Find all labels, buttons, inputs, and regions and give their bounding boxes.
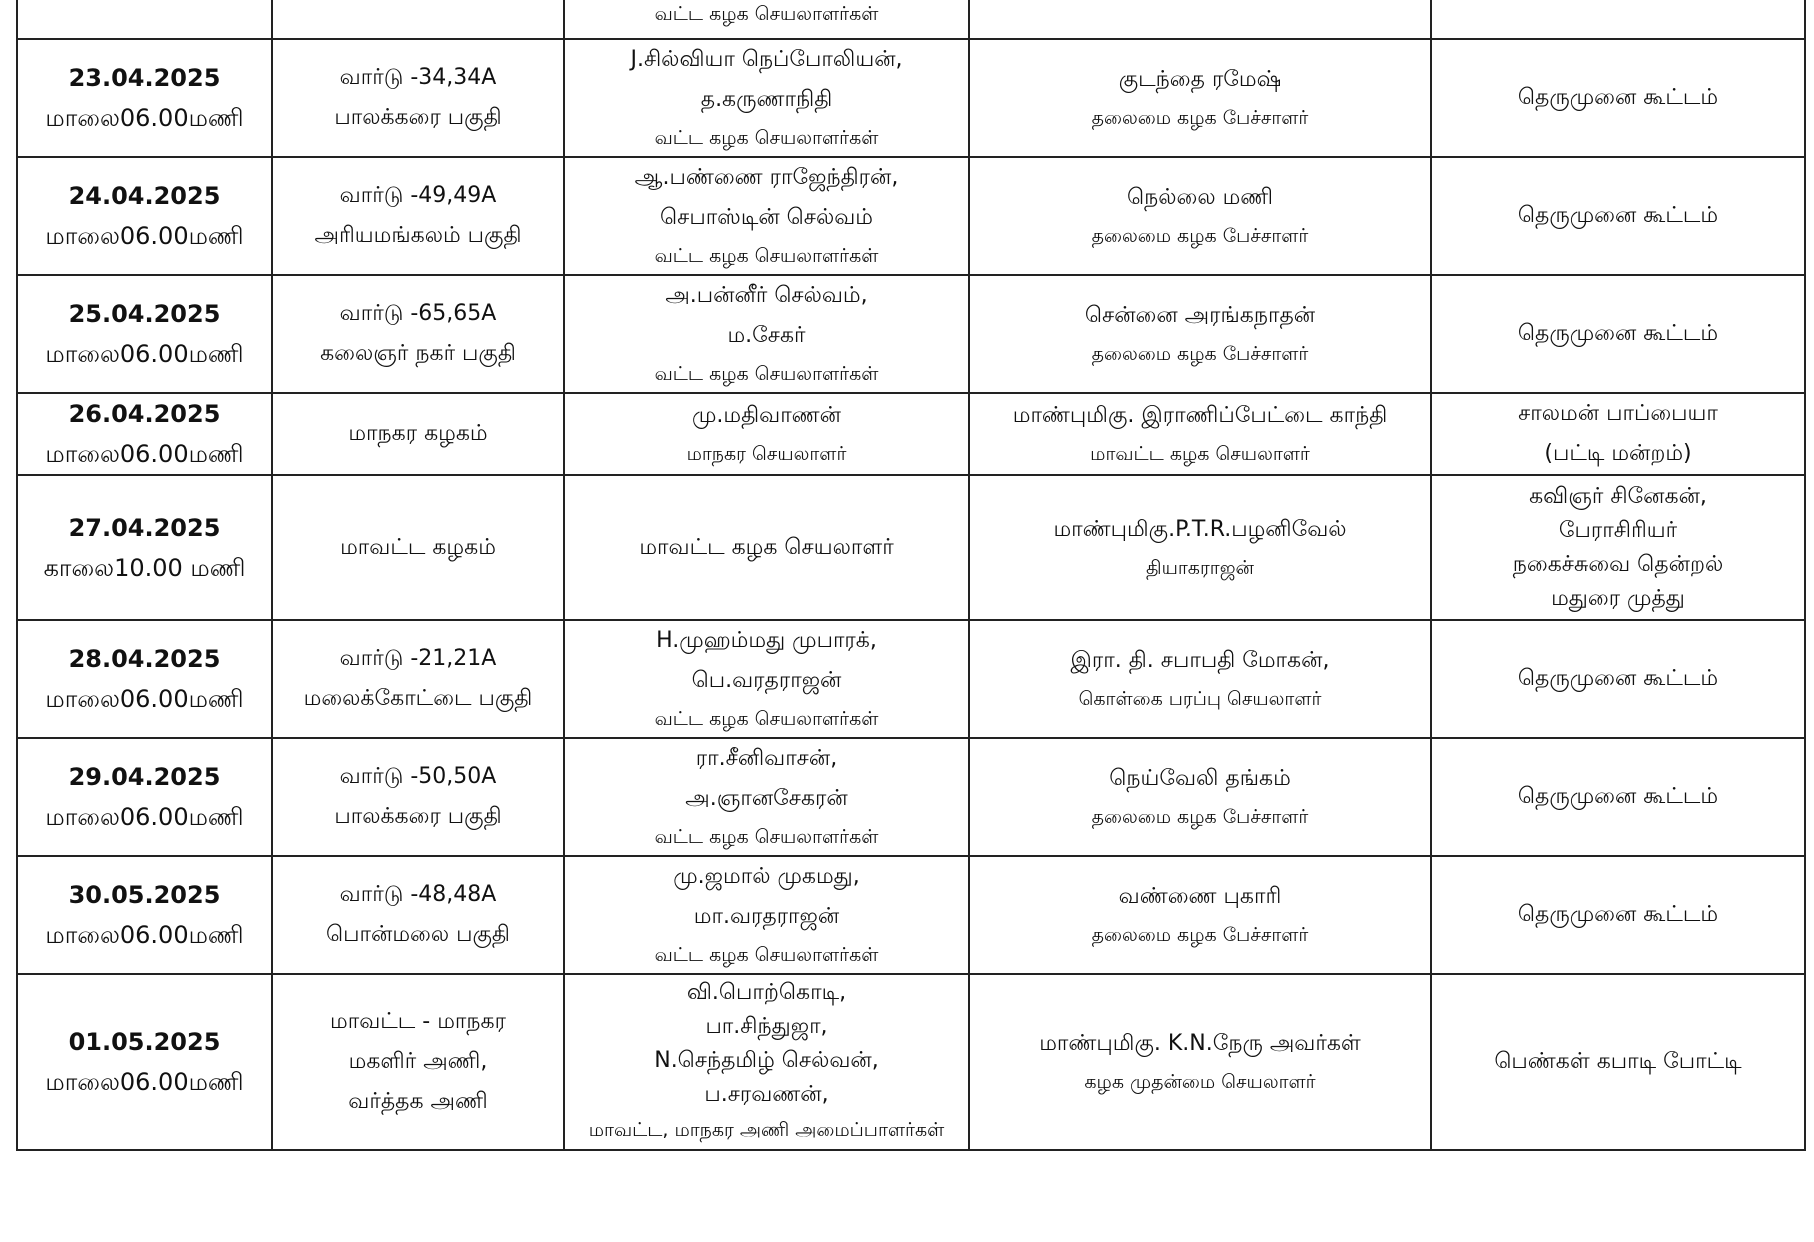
area-cell (272, 974, 564, 1150)
organizers-line: H.முஹம்மது முபாரக், (656, 628, 877, 653)
speaker-line: நெய்வேலி தங்கம் (1109, 766, 1291, 791)
event-line: சாலமன் பாப்பையா (1518, 401, 1718, 426)
area-line: வார்டு -50,50A (339, 764, 497, 789)
event-line: தெருமுனை கூட்டம் (1517, 85, 1719, 110)
event-date: 29.04.2025 (68, 763, 221, 791)
organizers-line: வட்ட கழக செயலாளர்கள் (654, 3, 879, 25)
area-line: மலைக்கோட்டை பகுதி (303, 686, 533, 711)
area-line: பொன்மலை பகுதி (326, 922, 510, 947)
area-line: வார்டு -21,21A (339, 646, 497, 671)
table-row (17, 39, 1805, 157)
organizers-line: மா.வரதராஜன் (693, 904, 840, 929)
speaker-cell (969, 738, 1431, 856)
speaker-cell (969, 157, 1431, 275)
organizers-line: N.செந்தமிழ் செல்வன், (654, 1048, 879, 1073)
event-time: மாலை06.00மணி (45, 222, 244, 250)
organizers-line: பெ.வரதராஜன் (691, 668, 842, 693)
event-cell (1431, 39, 1805, 157)
event-time: மாலை06.00மணி (45, 803, 244, 831)
area-cell (272, 475, 564, 620)
area-line: வார்டு -65,65A (339, 301, 497, 326)
event-date: 24.04.2025 (68, 182, 221, 210)
area-cell (272, 620, 564, 738)
area-line: வார்டு -48,48A (339, 882, 497, 907)
area-cell (272, 39, 564, 157)
organizers-line: மாவட்ட கழக செயலாளர் (639, 534, 894, 560)
area-cell (272, 157, 564, 275)
organizers-line: வி.பொற்கொடி, (686, 980, 847, 1005)
area-line: வர்த்தக அணி (348, 1089, 488, 1114)
area-line: பாலக்கரை பகுதி (334, 105, 502, 130)
event-line: நகைச்சுவை தென்றல் (1512, 551, 1724, 577)
table-row (17, 0, 1805, 39)
organizers-cell (564, 0, 969, 39)
event-cell (1431, 157, 1805, 275)
speaker-cell (969, 856, 1431, 974)
speaker-line: தலைமை கழக பேச்சாளர் (1091, 225, 1309, 247)
organizers-line: வட்ட கழக செயலாளர்கள் (654, 708, 879, 730)
date-cell (17, 157, 272, 275)
organizers-cell (564, 275, 969, 393)
organizers-line: த.கருணாநிதி (700, 87, 833, 112)
speaker-line: தலைமை கழக பேச்சாளர் (1091, 924, 1309, 946)
organizers-line: வட்ட கழக செயலாளர்கள் (654, 944, 879, 966)
organizers-line: வட்ட கழக செயலாளர்கள் (654, 245, 879, 267)
organizers-line: அ.ஞானசேகரன் (685, 786, 848, 811)
event-time: மாலை06.00மணி (45, 104, 244, 132)
schedule-body (17, 0, 1805, 1150)
date-cell (17, 620, 272, 738)
speaker-line: தியாகராஜன் (1146, 556, 1254, 579)
area-cell (272, 275, 564, 393)
event-cell (1431, 620, 1805, 738)
event-line: தெருமுனை கூட்டம் (1517, 666, 1719, 691)
event-time: மாலை06.00மணி (45, 340, 244, 368)
organizers-line: ப.சரவணன், (704, 1082, 829, 1107)
speaker-line: மாண்புமிகு. இராணிப்பேட்டை காந்தி (1012, 403, 1388, 428)
speaker-cell (969, 475, 1431, 620)
organizers-line: வட்ட கழக செயலாளர்கள் (654, 127, 879, 149)
speaker-cell (969, 974, 1431, 1150)
organizers-line: ரா.சீனிவாசன், (695, 746, 838, 771)
speaker-line: மாண்புமிகு.P.T.R.பழனிவேல் (1053, 516, 1347, 542)
event-line: தெருமுனை கூட்டம் (1517, 203, 1719, 228)
area-cell (272, 738, 564, 856)
organizers-line: செபாஸ்டின் செல்வம் (660, 205, 873, 230)
organizers-cell (564, 974, 969, 1150)
organizers-cell (564, 856, 969, 974)
event-line: பெண்கள் கபாடி போட்டி (1494, 1049, 1742, 1074)
date-cell (17, 39, 272, 157)
organizers-line: வட்ட கழக செயலாளர்கள் (654, 363, 879, 385)
speaker-line: குடந்தை ரமேஷ் (1118, 67, 1282, 92)
speaker-cell (969, 39, 1431, 157)
area-line: மகளிர் அணி, (348, 1049, 488, 1074)
organizers-line: மு.ஜமால் முகமது, (673, 864, 860, 889)
event-date: 01.05.2025 (68, 1028, 221, 1056)
speaker-cell (969, 620, 1431, 738)
event-time: மாலை06.00மணி (45, 440, 244, 468)
speaker-cell (969, 275, 1431, 393)
date-cell (17, 738, 272, 856)
event-time: மாலை06.00மணி (45, 685, 244, 713)
event-date: 25.04.2025 (68, 300, 221, 328)
event-cell (1431, 393, 1805, 475)
organizers-line: ஆ.பண்ணை ராஜேந்திரன், (634, 165, 899, 190)
table-row (17, 475, 1805, 620)
organizers-cell (564, 738, 969, 856)
area-line: மாவட்ட கழகம் (340, 534, 496, 560)
area-cell (272, 0, 564, 39)
event-line: மதுரை முத்து (1551, 585, 1685, 611)
organizers-cell (564, 39, 969, 157)
date-cell (17, 275, 272, 393)
table-row (17, 738, 1805, 856)
speaker-line: நெல்லை மணி (1127, 185, 1273, 210)
event-date: 23.04.2025 (68, 64, 221, 92)
area-line: வார்டு -34,34A (339, 65, 497, 90)
area-line: கலைஞர் நகர் பகுதி (320, 341, 516, 366)
speaker-line: தலைமை கழக பேச்சாளர் (1091, 107, 1309, 129)
event-cell (1431, 738, 1805, 856)
area-line: வார்டு -49,49A (339, 183, 497, 208)
speaker-cell (969, 0, 1431, 39)
organizers-line: மாவட்ட, மாநகர அணி அமைப்பாளர்கள் (588, 1119, 945, 1141)
event-cell (1431, 475, 1805, 620)
table-row (17, 620, 1805, 738)
area-line: அரியமங்கலம் பகுதி (314, 223, 522, 248)
organizers-line: வட்ட கழக செயலாளர்கள் (654, 826, 879, 848)
speaker-line: மாவட்ட கழக செயலாளர் (1090, 443, 1310, 465)
organizers-line: அ.பன்னீர் செல்வம், (665, 283, 868, 308)
organizers-cell (564, 393, 969, 475)
area-cell (272, 393, 564, 475)
organizers-cell (564, 475, 969, 620)
organizers-line: ம.சேகர் (727, 323, 806, 348)
event-line: தெருமுனை கூட்டம் (1517, 321, 1719, 346)
speaker-line: சென்னை அரங்கநாதன் (1084, 303, 1316, 328)
organizers-cell (564, 620, 969, 738)
event-date: 27.04.2025 (68, 513, 221, 542)
event-line: (பட்டி மன்றம்) (1544, 441, 1692, 466)
area-line: மாவட்ட - மாநகர (330, 1009, 506, 1034)
event-time: மாலை06.00மணி (45, 1068, 244, 1096)
organizers-cell (564, 157, 969, 275)
speaker-line: தலைமை கழக பேச்சாளர் (1091, 343, 1309, 365)
event-time: காலை10.00 மணி (43, 553, 246, 582)
speaker-line: கொள்கை பரப்பு செயலாளர் (1078, 688, 1322, 710)
event-date: 26.04.2025 (68, 400, 221, 428)
organizers-line: பா.சிந்துஜா, (705, 1014, 828, 1039)
speaker-line: இரா. தி. சபாபதி மோகன், (1070, 648, 1330, 673)
event-cell (1431, 856, 1805, 974)
event-cell (1431, 275, 1805, 393)
event-line: கவிஞர் சினேகன், (1529, 483, 1707, 509)
event-date: 28.04.2025 (68, 645, 221, 673)
event-line: தெருமுனை கூட்டம் (1517, 902, 1719, 927)
speaker-line: தலைமை கழக பேச்சாளர் (1091, 806, 1309, 828)
organizers-line: J.சில்வியா நெப்போலியன், (630, 47, 903, 72)
table-row (17, 157, 1805, 275)
event-line: தெருமுனை கூட்டம் (1517, 784, 1719, 809)
area-cell (272, 856, 564, 974)
date-cell (17, 856, 272, 974)
speaker-cell (969, 393, 1431, 475)
table-row (17, 393, 1805, 475)
event-cell (1431, 974, 1805, 1150)
event-line: பேராசிரியர் (1558, 517, 1678, 543)
event-time: மாலை06.00மணி (45, 921, 244, 949)
date-cell (17, 393, 272, 475)
date-cell (17, 475, 272, 620)
event-cell (1431, 0, 1805, 39)
speaker-line: வண்ணை புகாரி (1118, 884, 1282, 909)
table-row (17, 275, 1805, 393)
date-cell (17, 0, 272, 39)
organizers-line: மாநகர செயலாளர் (686, 443, 847, 465)
speaker-line: மாண்புமிகு. K.N.நேரு அவர்கள் (1039, 1031, 1361, 1056)
date-cell (17, 974, 272, 1150)
event-schedule-table (16, 0, 1806, 1151)
table-row (17, 856, 1805, 974)
area-line: மாநகர கழகம் (348, 421, 488, 446)
organizers-line: மு.மதிவாணன் (691, 403, 842, 428)
speaker-line: கழக முதன்மை செயலாளர் (1084, 1071, 1316, 1093)
table-row (17, 974, 1805, 1150)
area-line: பாலக்கரை பகுதி (334, 804, 502, 829)
event-date: 30.05.2025 (68, 881, 221, 909)
